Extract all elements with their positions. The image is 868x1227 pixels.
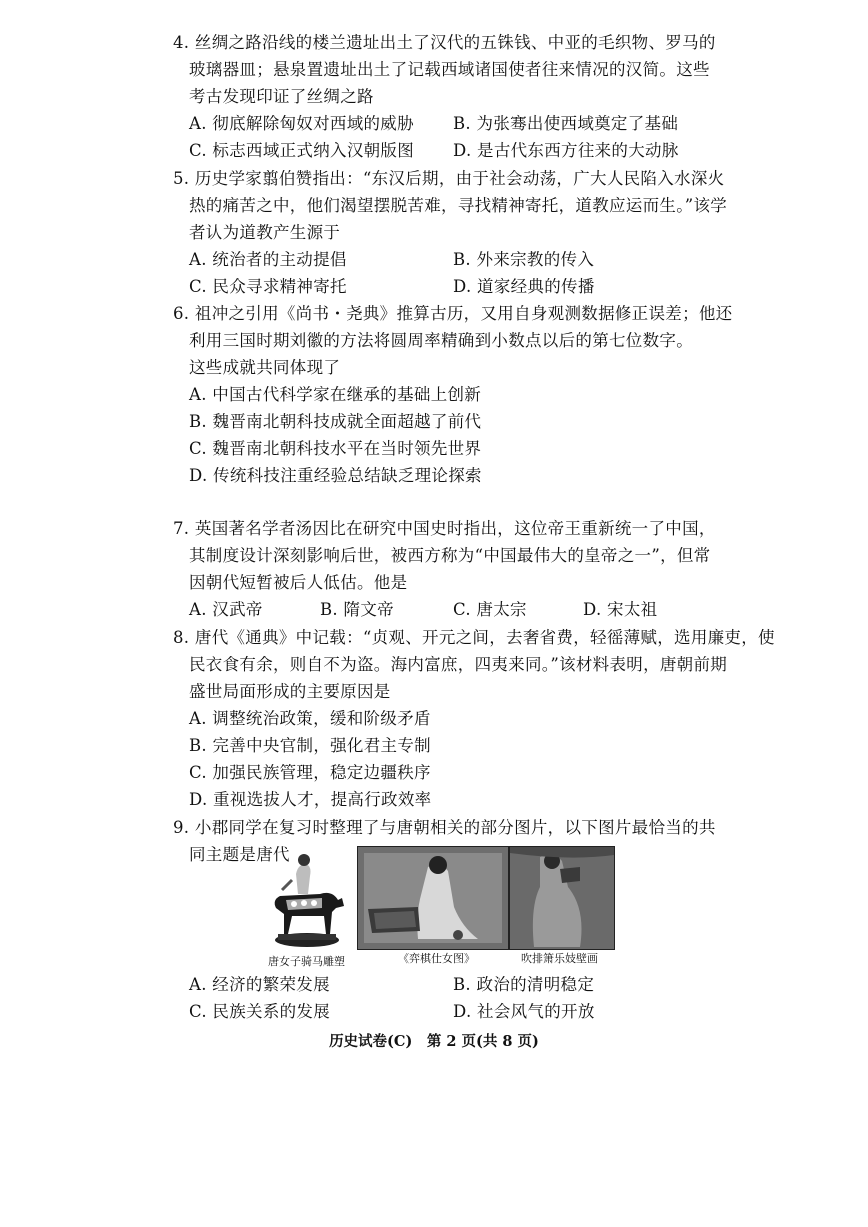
q6-option-b: B. 魏晋南北朝科技成就全面超越了前代	[189, 412, 482, 431]
q7-option-d: D. 宋太祖	[583, 600, 658, 619]
q6-option-d: D. 传统科技注重经验总结缺乏理论探索	[189, 466, 482, 485]
q6-stem-line-1: 6. 祖冲之引用《尚书・尧典》推算古历，又用自身观测数据修正误差；他还	[173, 304, 733, 323]
q5-stem-line-3: 者认为道教产生源于	[189, 223, 341, 242]
q4-option-c: C. 标志西域正式纳入汉朝版图	[189, 141, 415, 160]
q7-option-c: C. 唐太宗	[453, 600, 527, 619]
q6-stem-line-2: 利用三国时期刘徽的方法将圆周率精确到小数点以后的第七位数字。	[189, 331, 693, 350]
caption-go-ladies: 《弈棋仕女图》	[398, 952, 475, 965]
q4-stem-line-2: 玻璃器皿；悬泉置遗址出土了记载西域诸国使者往来情况的汉简。这些	[189, 60, 710, 79]
q8-option-b: B. 完善中央官制，强化君主专制	[189, 736, 431, 755]
go-playing-ladies-painting-image	[357, 846, 509, 950]
caption-musician-mural: 吹排箫乐妓壁画	[521, 952, 598, 965]
q8-option-a: A. 调整统治政策，缓和阶级矛盾	[189, 709, 431, 728]
q4-option-a: A. 彻底解除匈奴对西域的威胁	[189, 114, 414, 133]
q8-option-d: D. 重视选拔人才，提高行政效率	[189, 790, 432, 809]
mural-figure-icon	[510, 847, 614, 949]
q6-stem-line-3: 这些成就共同体现了	[189, 358, 341, 377]
q5-option-d: D. 道家经典的传播	[453, 277, 595, 296]
q7-option-b: B. 隋文帝	[320, 600, 394, 619]
q4-stem-line-1: 4. 丝绸之路沿线的楼兰遗址出土了汉代的五铢钱、中亚的毛织物、罗马的	[173, 33, 716, 52]
q9-stem-line-1: 9. 小郡同学在复习时整理了与唐朝相关的部分图片，以下图片最恰当的共	[173, 818, 716, 837]
q5-option-c: C. 民众寻求精神寄托	[189, 277, 347, 296]
q4-stem-line-3: 考古发现印证了丝绸之路	[189, 87, 374, 106]
q5-stem-line-1: 5. 历史学家翦伯赞指出：“东汉后期，由于社会动荡，广大人民陷入水深火	[173, 169, 725, 188]
q8-option-c: C. 加强民族管理，稳定边疆秩序	[189, 763, 431, 782]
q5-stem-line-2: 热的痛苦之中，他们渴望摆脱苦难，寻找精神寄托，道教应运而生。”该学	[189, 196, 728, 215]
horse-rider-statue-image	[262, 850, 352, 950]
q6-option-c: C. 魏晋南北朝科技水平在当时领先世界	[189, 439, 482, 458]
q7-option-a: A. 汉武帝	[189, 600, 263, 619]
q6-option-a: A. 中国古代科学家在继承的基础上创新	[189, 385, 482, 404]
caption-horse-rider: 唐女子骑马雕塑	[268, 955, 345, 968]
q8-stem-line-1: 8. 唐代《通典》中记载：“贞观、开元之间，去奢省费，轻徭薄赋，选用廉吏，使	[173, 628, 775, 647]
q9-option-d: D. 社会风气的开放	[453, 1002, 595, 1021]
q7-stem-line-1: 7. 英国著名学者汤因比在研究中国史时指出，这位帝王重新统一了中国，	[173, 519, 716, 538]
q7-stem-line-3: 因朝代短暂被后人低估。他是	[189, 573, 408, 592]
pan-flute-musician-mural-image	[509, 846, 615, 950]
q5-option-b: B. 外来宗教的传入	[453, 250, 595, 269]
q9-stem-line-2: 同主题是唐代	[189, 845, 290, 864]
painting-figures-icon	[358, 847, 508, 949]
q8-stem-line-2: 民衣食有余，则自不为盗。海内富庶，四夷来同。”该材料表明，唐朝前期	[189, 655, 728, 674]
q9-option-c: C. 民族关系的发展	[189, 1002, 331, 1021]
page-footer: 历史试卷(C) 第 2 页(共 8 页)	[329, 1033, 539, 1050]
q4-option-d: D. 是古代东西方往来的大动脉	[453, 141, 679, 160]
q7-stem-line-2: 其制度设计深刻影响后世，被西方称为“中国最伟大的皇帝之一”，但常	[189, 546, 711, 565]
q9-option-a: A. 经济的繁荣发展	[189, 975, 330, 994]
q5-option-a: A. 统治者的主动提倡	[189, 250, 347, 269]
q8-stem-line-3: 盛世局面形成的主要原因是	[189, 682, 391, 701]
q9-option-b: B. 政治的清明稳定	[453, 975, 595, 994]
q4-option-b: B. 为张骞出使西域奠定了基础	[453, 114, 679, 133]
